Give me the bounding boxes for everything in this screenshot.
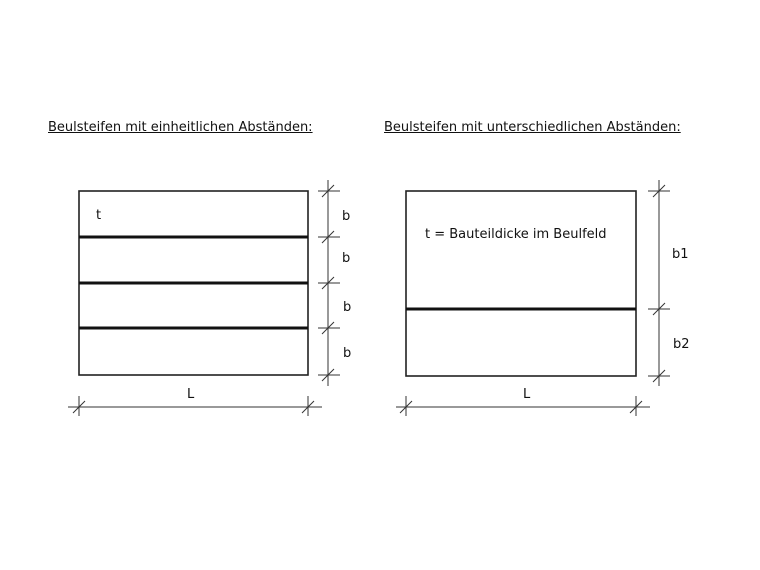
spacing-label-b: b bbox=[343, 300, 352, 315]
spacing-label-b: b bbox=[342, 251, 351, 266]
right-plate-outline bbox=[406, 191, 636, 376]
left-panel-title: Beulsteifen mit einheitlichen Abständen: bbox=[48, 120, 313, 135]
spacing-label-b1: b1 bbox=[672, 247, 689, 262]
left-horizontal-dimension bbox=[68, 396, 322, 416]
right-panel bbox=[396, 180, 690, 416]
spacing-label-b: b bbox=[342, 209, 351, 224]
right-vertical-dimension bbox=[648, 180, 670, 386]
length-label: L bbox=[523, 387, 531, 402]
thickness-note: t = Bauteildicke im Beulfeld bbox=[425, 227, 607, 242]
length-label: L bbox=[187, 387, 195, 402]
left-vertical-dimension bbox=[318, 180, 340, 386]
left-panel bbox=[68, 180, 351, 416]
right-panel-title: Beulsteifen mit unterschiedlichen Abständen: bbox=[384, 120, 681, 135]
spacing-label-b2: b2 bbox=[673, 337, 690, 352]
spacing-label-b: b bbox=[343, 346, 352, 361]
thickness-label: t bbox=[96, 208, 102, 223]
